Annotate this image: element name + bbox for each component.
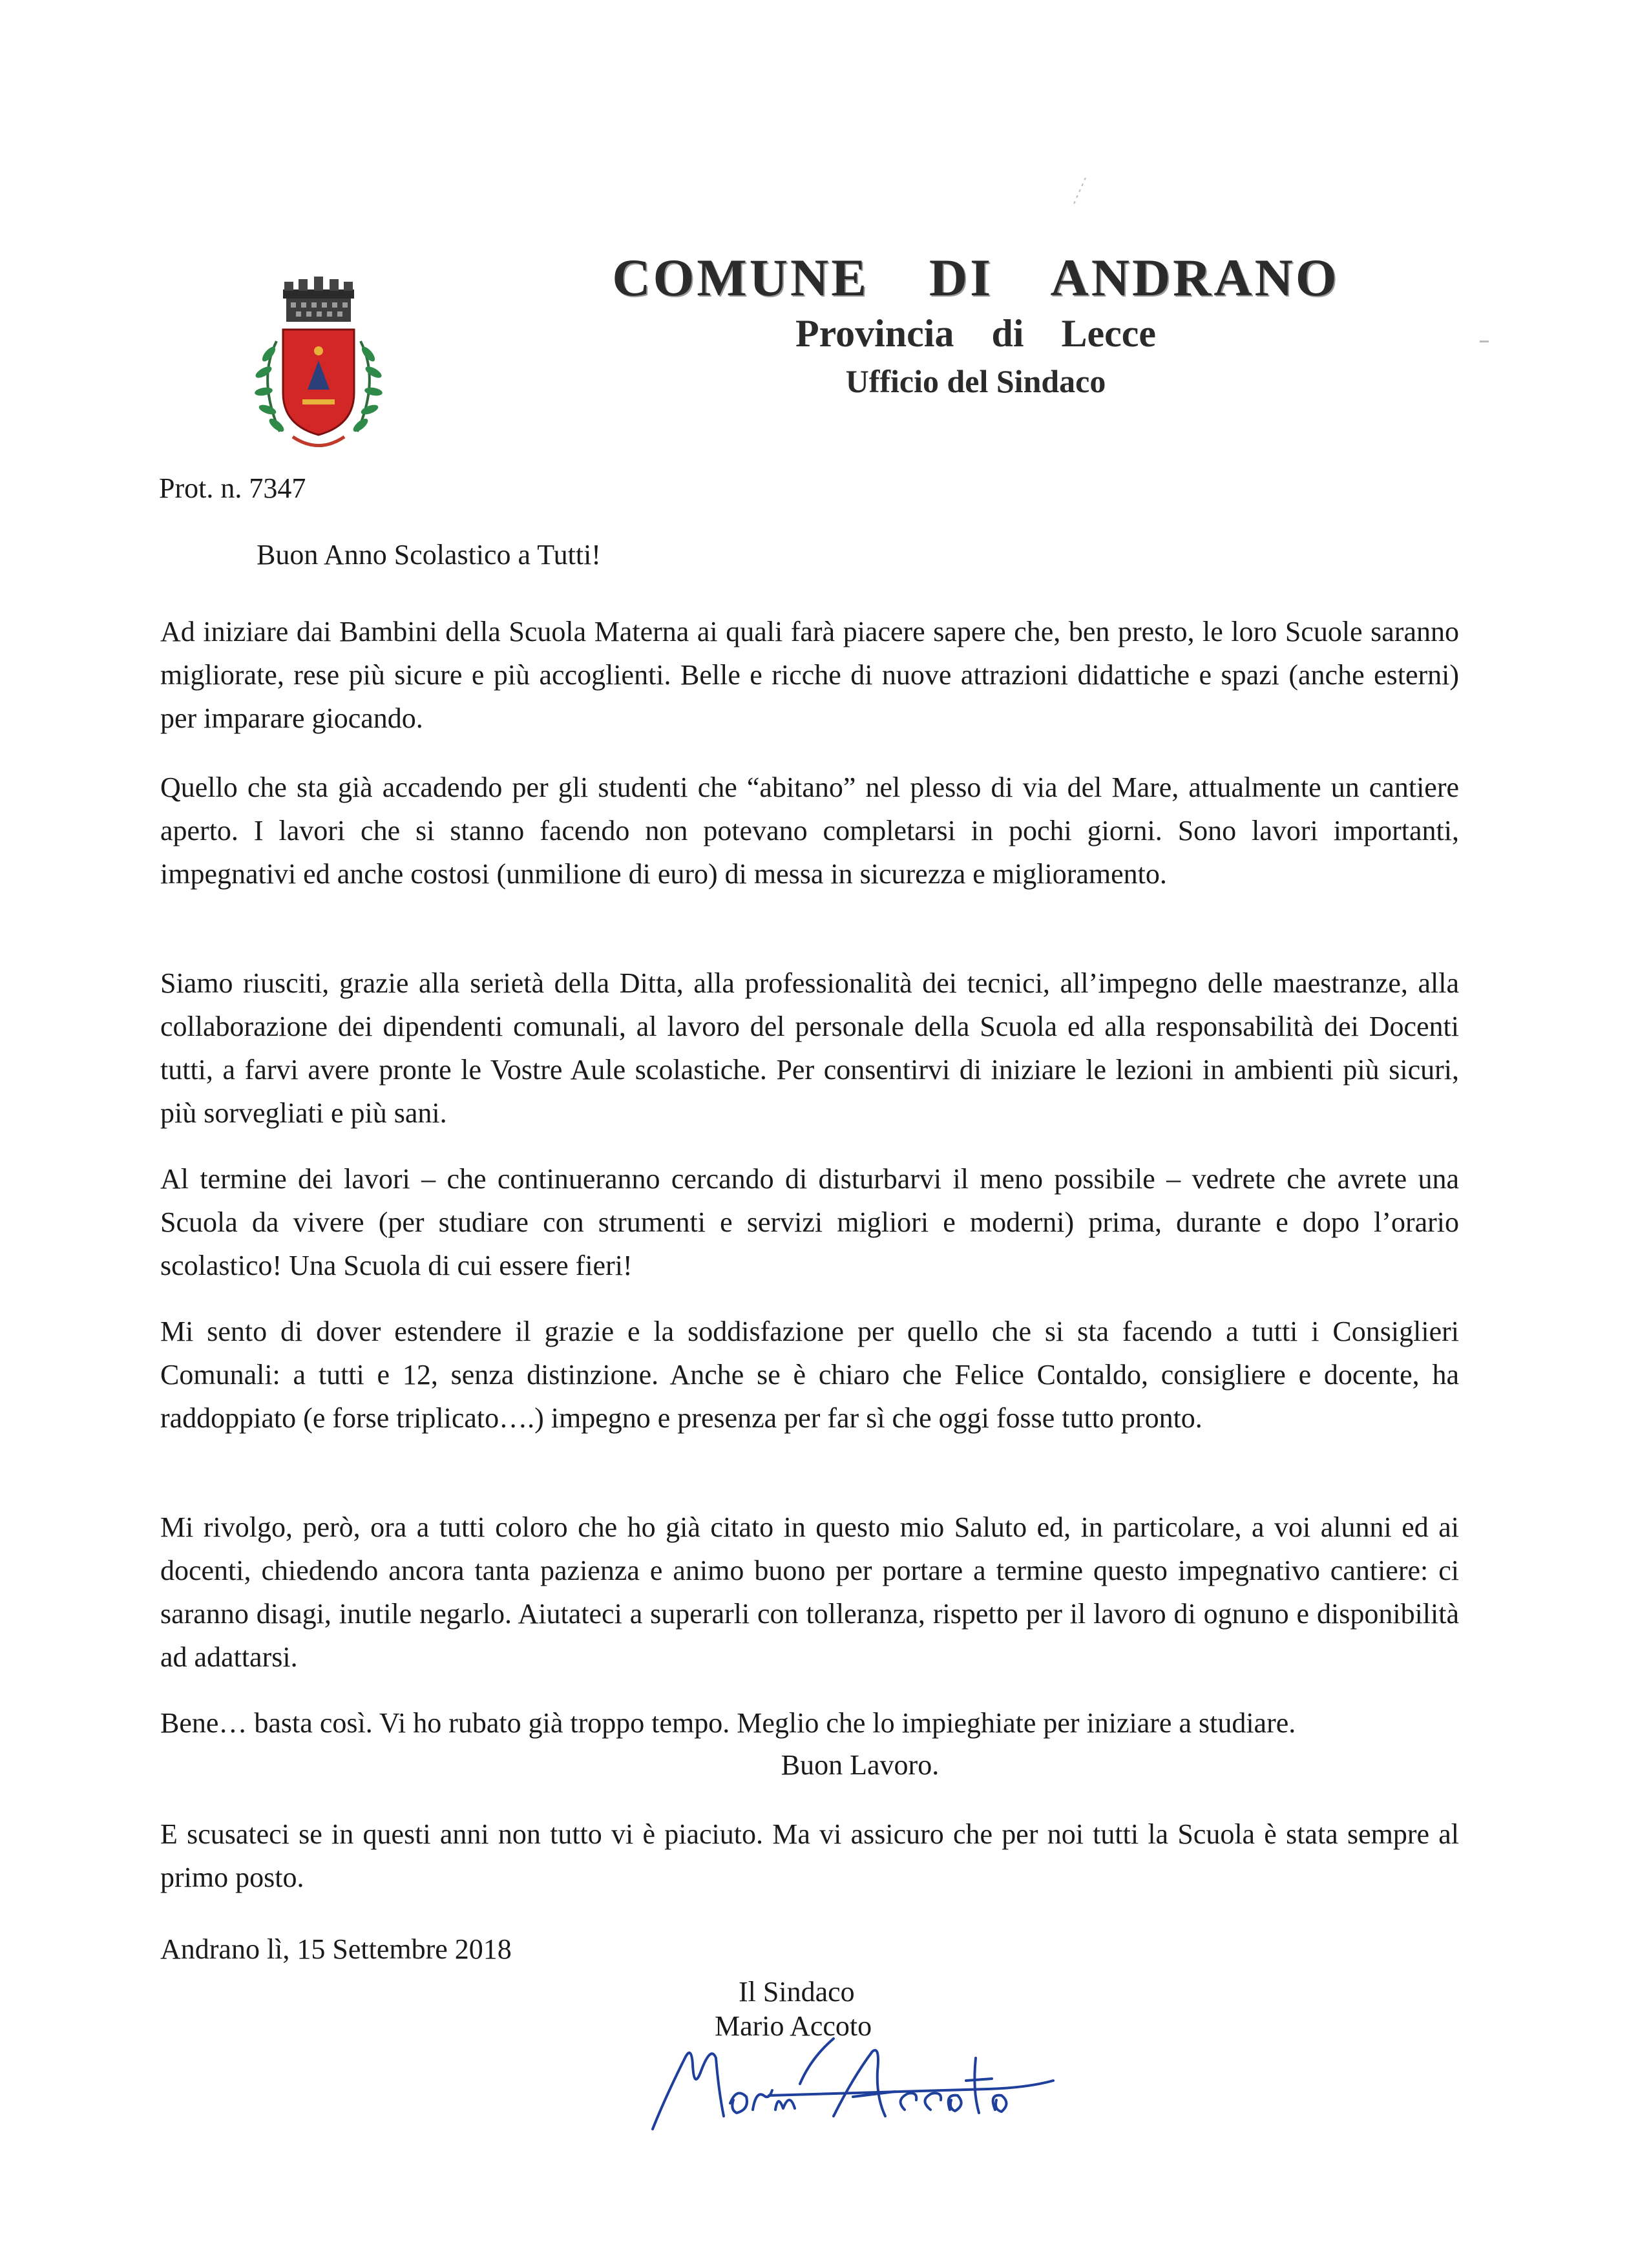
letterhead <box>556 249 1396 399</box>
paragraph: Mi rivolgo, però, ora a tutti coloro che ho già citato in questo mio Saluto ed, in particolare, a voi alunni ed ai docenti, chiedendo ancora tanta pazienza e animo buono per portare a termine questo impegnativo cantiere: ci saranno disagi, inutile negarlo. Aiutateci a superarli con tolleranza, rispetto per il lavoro di ognuno e disponibilità ad adattarsi. <box>160 1511 1459 1673</box>
paragraph: Al termine dei lavori – che continueranno cercando di disturbarvi il meno possibile – vedrete che avrete una Scuola da vivere (per studiare con strumenti e servizi migliori e moderni) prima, durante e dopo l’orario scolastico! Una Scuola di cui essere fieri! <box>160 1163 1459 1281</box>
protocol-number: Prot. n. 7347 <box>159 472 306 504</box>
closing-line: Buon Lavoro. <box>781 1749 940 1781</box>
greeting: Buon Anno Scolastico a Tutti! <box>257 539 601 571</box>
paragraph: E scusateci se in questi anni non tutto vi è piaciuto. Ma vi assicuro che per noi tutti la Scuola è stata sempre al primo posto. <box>160 1818 1459 1893</box>
province-label: Provincia di Lecce <box>795 312 1157 355</box>
signatory-name: Mario Accoto <box>715 2010 872 2042</box>
date-line: Andrano lì, 15 Settembre 2018 <box>160 1933 512 1965</box>
paragraph: Ad iniziare dai Bambini della Scuola Materna ai quali farà piacere sapere che, ben presto, le loro Scuole saranno migliorate, rese più sicure e più accoglienti. Belle e ricche di nuove attrazioni didattiche e spazi (anche esterni) per imparare giocando. <box>160 616 1459 734</box>
municipal-crest-icon <box>231 270 406 464</box>
paragraph: Quello che sta già accadendo per gli studenti che “abitano” nel plesso di via del Mare, attualmente un cantiere aperto. I lavori che si stanno facendo non potevano completarsi in pochi giorni. Sono lavori importanti, impegnativi ed anche costosi (unmilione di euro) di messa in sicurezza e miglioramento. <box>160 772 1459 890</box>
office-label: Ufficio del Sindaco <box>845 363 1106 400</box>
handwritten-signature <box>640 2019 1092 2155</box>
paragraph: Siamo riusciti, grazie alla serietà della Ditta, alla professionalità dei tecnici, all’impegno delle maestranze, alla collaborazione dei dipendenti comunali, al lavoro del personale della Scuola ed alla responsabilità dei Docenti tutti, a farvi avere pronte le Vostre Aule scolastiche. Per consentirvi di iniziare le lezioni in ambienti più sicuri, più sorvegliati e più sani. <box>160 967 1459 1129</box>
municipality-title: COMUNE DI ANDRANO <box>612 248 1339 307</box>
paragraph: Mi sento di dover estendere il grazie e la soddisfazione per quello che si sta facendo a tutti i Consiglieri Comunali: a tutti e 12, senza distinzione. Anche se è chiaro che Felice Contaldo, consigliere e docente, ha raddoppiato (e forse triplicato….) impegno e presenza per far sì che oggi fosse tutto pronto. <box>160 1316 1459 1434</box>
signatory-title: Il Sindaco <box>739 1976 855 2008</box>
scan-mark <box>1066 174 1092 213</box>
paragraph: Bene… basta così. Vi ho rubato già troppo tempo. Meglio che lo impieghiate per iniziare a studiare. <box>160 1707 1296 1739</box>
scan-mark <box>1480 339 1490 344</box>
